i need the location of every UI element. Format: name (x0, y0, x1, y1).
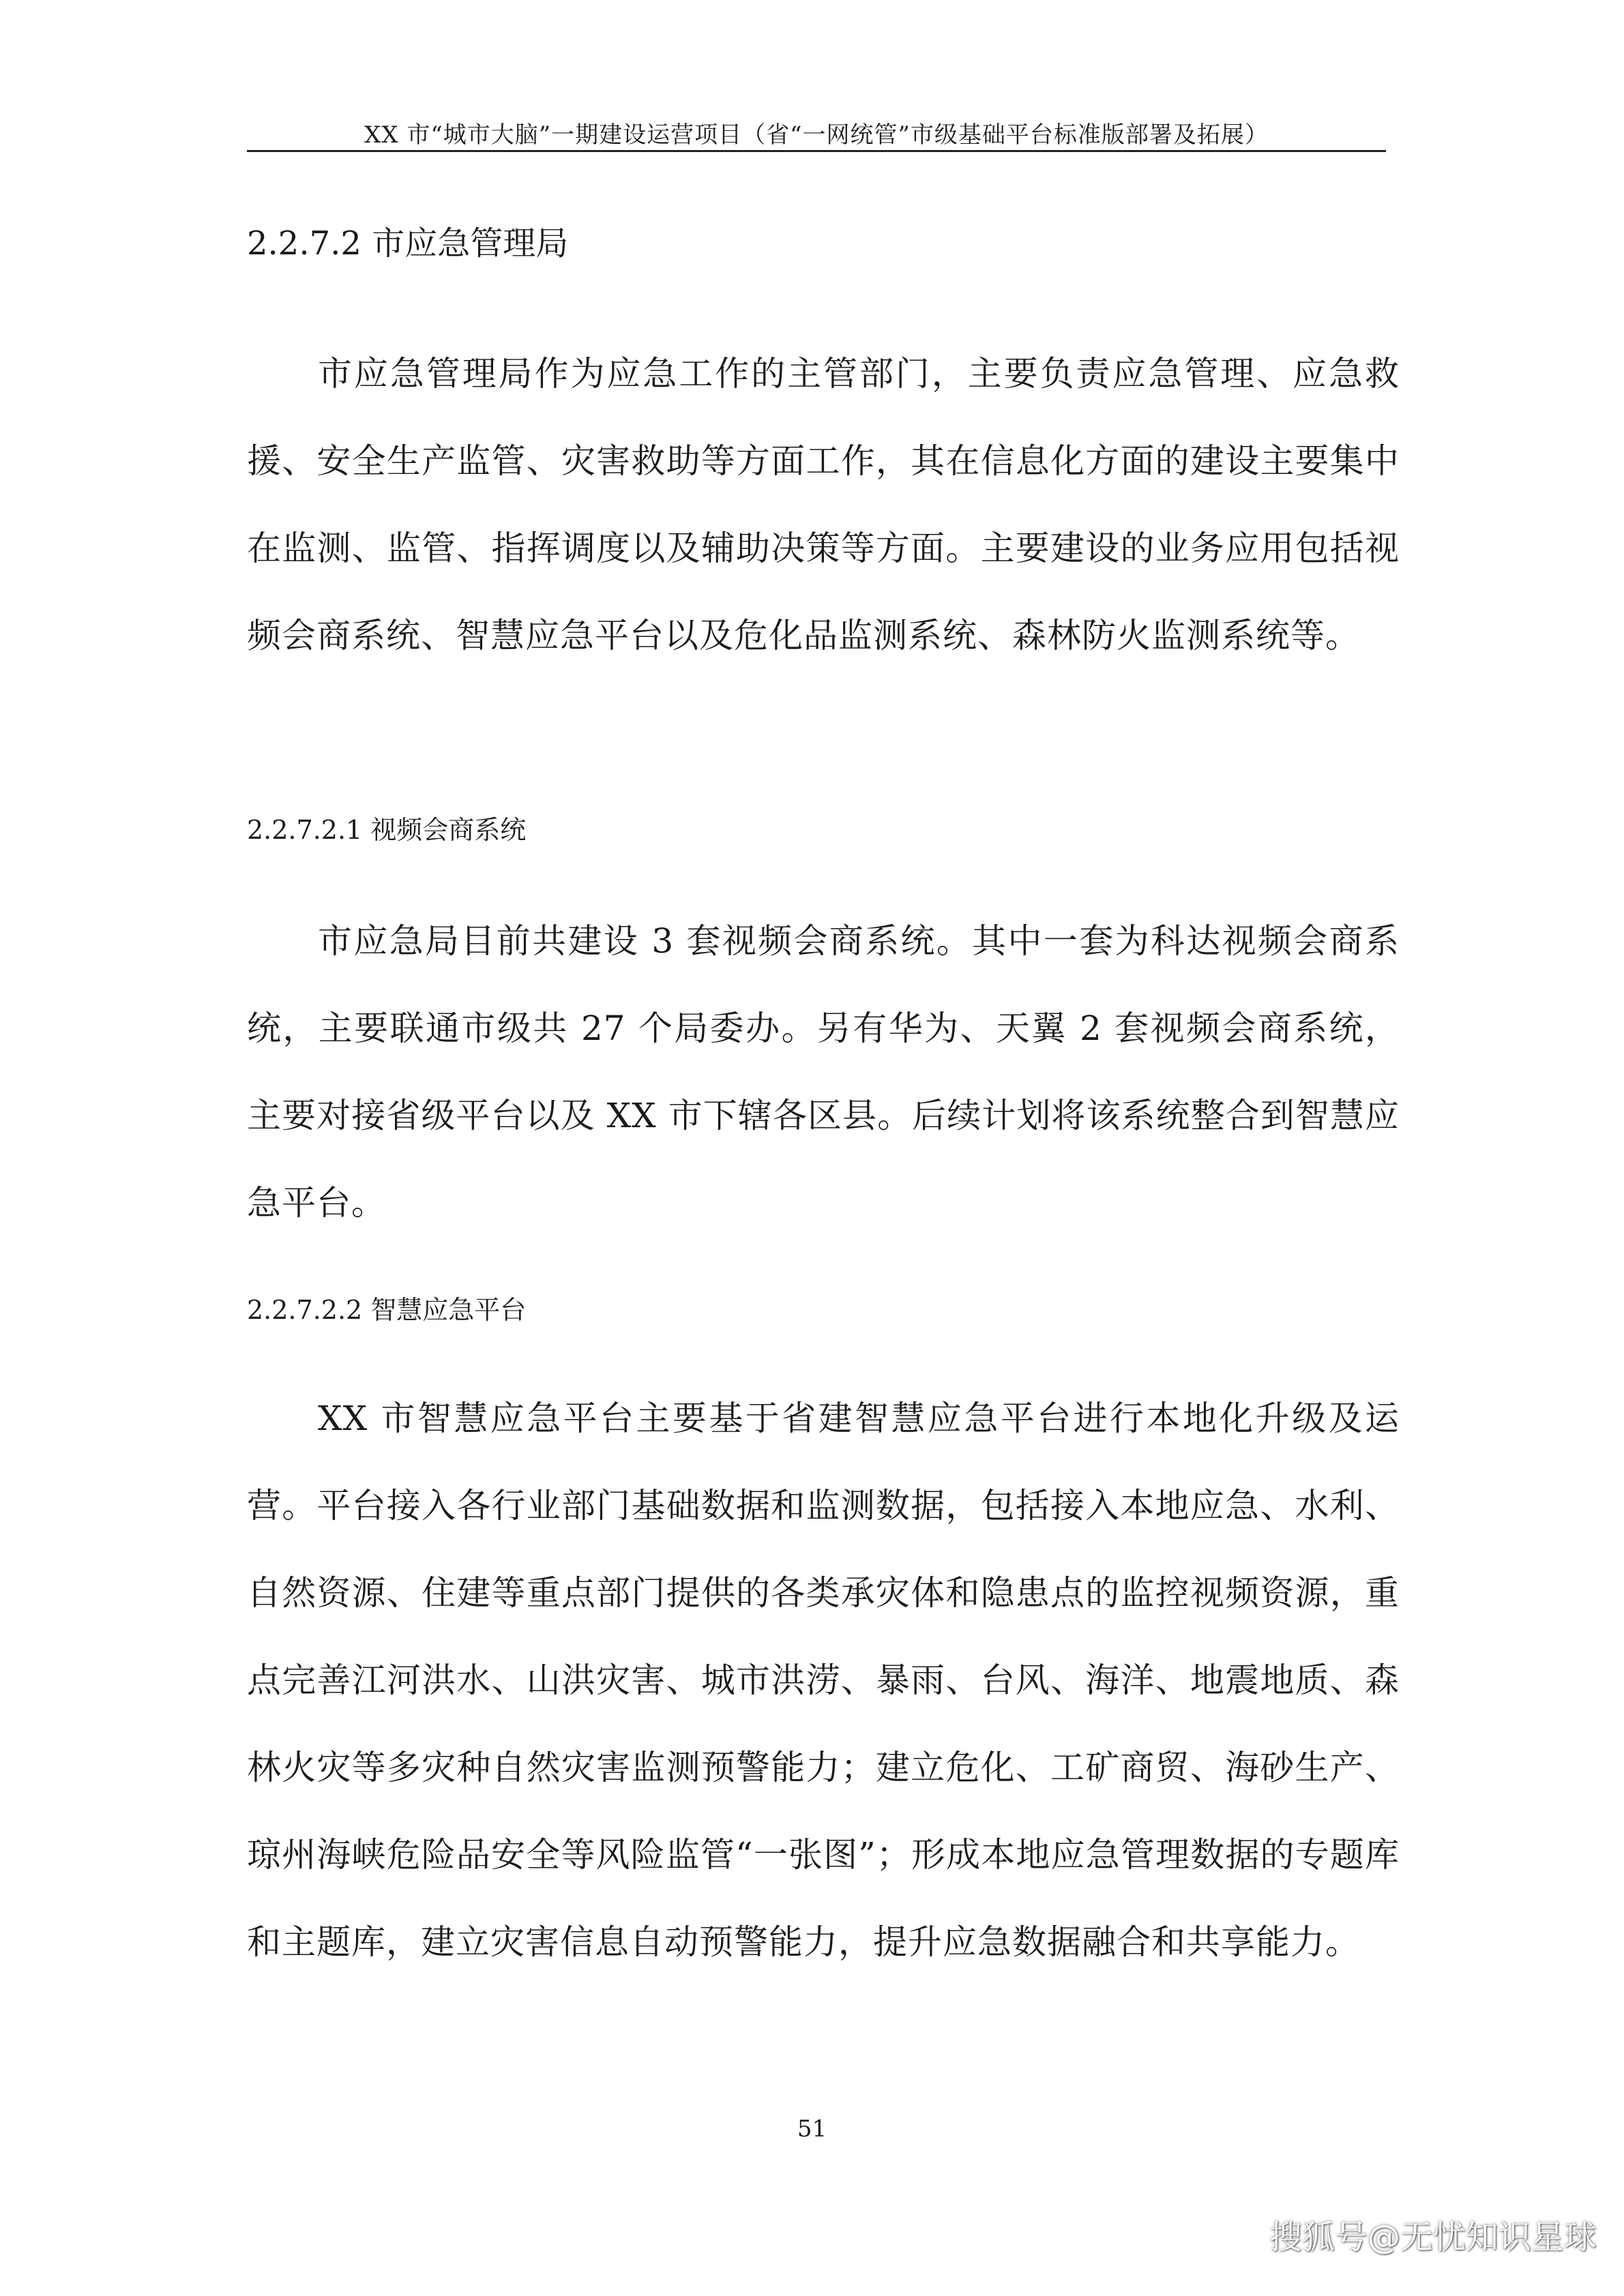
running-header: XX 市“城市大脑”一期建设运营项目（省“一网统管”市级基础平台标准版部署及拓展） (364, 121, 1269, 149)
section-title: 市应急管理局 (372, 224, 569, 263)
header-rule (247, 150, 1386, 152)
section-intro-paragraph: 市应急管理局作为应急工作的主管部门，主要负责应急管理、应急救援、安全生产监管、灾害救助等方面工作，其在信息化方面的建设主要集中在监测、监管、指挥调度以及辅助决策等方面。主要建设的业务应用包括视频会商系统、智慧应急平台以及危化品监测系统、森林防火监测系统等。 (247, 354, 1400, 655)
page-number: 51 (797, 2115, 827, 2143)
subsection-number: 2.2.7.2.1 (247, 815, 363, 845)
watermark: 搜狐号@无忧知识星球 (1269, 2218, 1597, 2256)
subsection-heading (247, 809, 526, 846)
subsection-heading (247, 1289, 526, 1326)
section-number: 2.2.7.2 (247, 224, 361, 263)
subsection-paragraph: 市应急局目前共建设 3 套视频会商系统。其中一套为科达视频会商系统，主要联通市级共 27 个局委办。另有华为、天翼 2 套视频会商系统，主要对接省级平台以及 XX 市下辖各区县。后续计划将该系统整合到智慧应急平台。 (247, 921, 1400, 1223)
subsection-title: 视频会商系统 (370, 815, 527, 845)
subsection-title: 智慧应急平台 (370, 1295, 527, 1325)
subsection-number: 2.2.7.2.2 (247, 1295, 363, 1325)
section-heading (247, 217, 568, 264)
subsection-paragraph: XX 市智慧应急平台主要基于省建智慧应急平台进行本地化升级及运营。平台接入各行业部门基础数据和监测数据，包括接入本地应急、水利、自然资源、住建等重点部门提供的各类承灾体和隐患点的监控视频资源，重点完善江河洪水、山洪灾害、城市洪涝、暴雨、台风、海洋、地震地质、森林火灾等多灾种自然灾害监测预警能力；建立危化、工矿商贸、海砂生产、琼州海峡危险品安全等风险监管“一张图”；形成本地应急管理数据的专题库和主题库，建立灾害信息自动预警能力，提升应急数据融合和共享能力。 (247, 1399, 1400, 1962)
